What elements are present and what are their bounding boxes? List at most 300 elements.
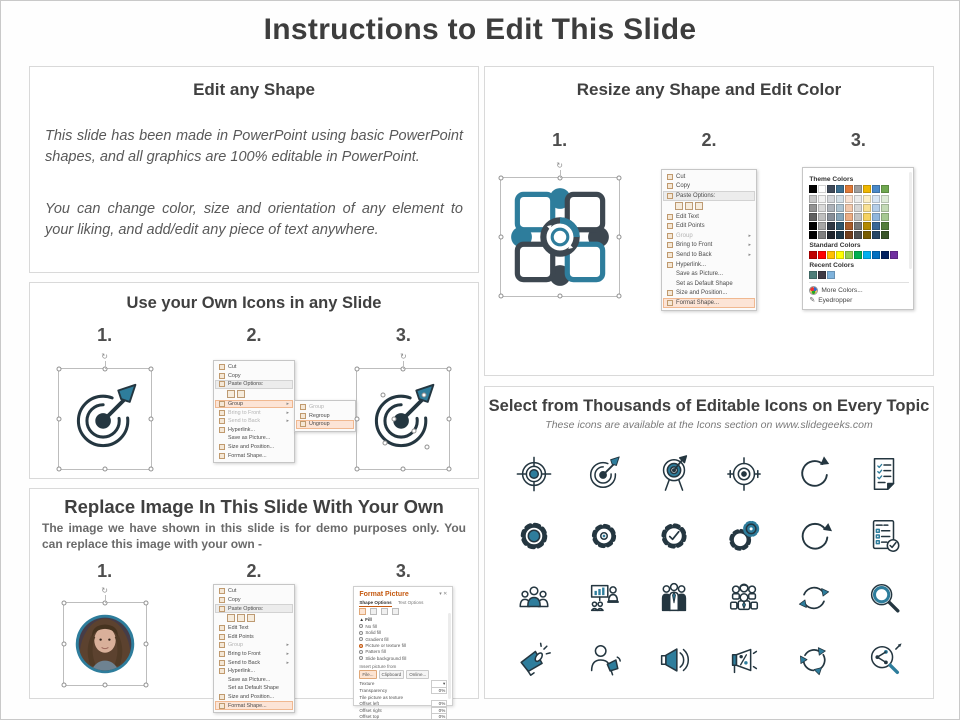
menu-item-set-as-default-shape[interactable]: [215, 684, 293, 693]
bring-to-front-icon: [667, 242, 673, 248]
paste-options-row: [663, 201, 755, 212]
menu-item-send-to-back[interactable]: [215, 658, 293, 667]
step-numbers: [30, 561, 478, 582]
recycle-arrows-icon[interactable]: [788, 634, 840, 686]
selection-handle[interactable]: [102, 683, 107, 688]
ungrouped-target-icon[interactable]: [356, 352, 450, 470]
step-1-label: 1.: [97, 561, 113, 582]
selection-handle[interactable]: [355, 467, 360, 472]
selection-handle[interactable]: [401, 467, 406, 472]
theme-tint-swatch[interactable]: [854, 195, 862, 203]
menu-item-label: Hyperlink...: [675, 261, 706, 268]
menu-item-format-shape[interactable]: [663, 298, 755, 308]
standard-colors-label: Standard Colors: [809, 242, 861, 249]
radio-icon: [359, 650, 363, 654]
theme-tint-swatch[interactable]: [863, 231, 871, 239]
selection-handle[interactable]: [148, 417, 153, 422]
resize-shape-title: Resize any Shape and Edit Color: [576, 80, 842, 99]
submenu-arrow-icon: ▸: [286, 409, 289, 416]
fill-option-slide-background-fill[interactable]: [359, 655, 447, 661]
eyedropper-icon: ✎: [809, 297, 816, 304]
menu-item-cut[interactable]: [215, 363, 293, 372]
submenu-item-label: Group: [308, 404, 324, 411]
standard-color-swatch[interactable]: [872, 251, 880, 259]
selection-handle[interactable]: [56, 467, 61, 472]
size-properties-icon[interactable]: [381, 608, 388, 615]
target-crosshair-icon[interactable]: [508, 448, 560, 500]
menu-item-copy[interactable]: [215, 372, 293, 381]
fill-option-label: Slide background fill: [365, 655, 407, 661]
selection-handle[interactable]: [56, 367, 61, 372]
paste-icon: [219, 381, 225, 387]
theme-color-swatch[interactable]: [818, 185, 826, 193]
menu-item-send-to-back[interactable]: [663, 250, 755, 260]
menu-item-size-and-position[interactable]: [215, 693, 293, 702]
gear-outline-icon[interactable]: [578, 510, 630, 562]
search-network-icon[interactable]: [858, 634, 910, 686]
panel-use-own-icons: [29, 282, 479, 479]
format-shape-icon: [219, 703, 225, 709]
menu-item-label: Group: [227, 642, 243, 649]
step-2-label: 2.: [246, 561, 262, 582]
menu-item-label: Copy: [227, 597, 241, 604]
menu-item-label: Size and Position...: [227, 694, 275, 701]
panel-replace-image: [29, 488, 479, 720]
menu-item-send-to-back[interactable]: [215, 417, 293, 426]
send-to-back-icon: [667, 252, 673, 258]
menu-item-label: Format Shape...: [227, 452, 267, 459]
tab-text-options[interactable]: Text Options: [397, 600, 424, 606]
fill-option-label: No fill: [365, 623, 377, 629]
menu-item-label: Send to Back: [675, 251, 712, 258]
menu-item-group[interactable]: [663, 231, 755, 241]
replace-image-subtitle: The image we have shown in this slide is for demo purposes only. You can replace this image with your own -: [42, 521, 466, 551]
radio-icon: [359, 656, 363, 660]
sync-arrows-icon[interactable]: [788, 572, 840, 624]
panel-select-icons: [484, 386, 934, 699]
menu-item-label: Format Shape...: [227, 702, 267, 709]
bring-to-front-icon: [219, 651, 225, 657]
menu-item-paste-options[interactable]: [215, 604, 293, 613]
fill-option-label: Solid fill: [365, 630, 382, 636]
submenu-item-label: Regroup: [308, 412, 330, 419]
paste-option-icon[interactable]: [227, 390, 235, 398]
select-icons-subtitle: These icons are available at the Icons section on www.slidegeeks.com: [545, 419, 873, 431]
theme-tint-swatch[interactable]: [881, 231, 889, 239]
theme-tint-swatch[interactable]: [863, 204, 871, 212]
theme-tint-swatch[interactable]: [845, 222, 853, 230]
effects-icon[interactable]: [370, 608, 377, 615]
menu-item-label: Hyperlink...: [227, 426, 255, 433]
field-value[interactable]: 0%: [431, 707, 447, 714]
megaphone-icon[interactable]: [508, 634, 560, 686]
paste-option-icon[interactable]: [237, 390, 245, 398]
theme-tint-swatch[interactable]: [836, 204, 844, 212]
theme-tint-swatch[interactable]: [881, 222, 889, 230]
megaphone-waves-icon[interactable]: [648, 634, 700, 686]
standard-colors-row: [809, 251, 909, 259]
menu-item-hyperlink[interactable]: [215, 667, 293, 676]
online-button[interactable]: Online...: [406, 670, 429, 679]
theme-tint-swatch[interactable]: [863, 222, 871, 230]
menu-item-copy[interactable]: [663, 182, 755, 192]
standard-color-swatch[interactable]: [854, 251, 862, 259]
selection-handle[interactable]: [143, 601, 148, 606]
selection-handle[interactable]: [61, 683, 66, 688]
selection-handle[interactable]: [148, 367, 153, 372]
sub-selection-handle[interactable]: [421, 393, 426, 398]
theme-color-swatch[interactable]: [827, 185, 835, 193]
gear-filled-icon[interactable]: [508, 510, 560, 562]
sub-selection-handle[interactable]: [381, 393, 386, 398]
submenu-item-regroup[interactable]: [296, 412, 354, 421]
selected-quad-shape[interactable]: [500, 161, 620, 297]
own-icons-title: Use your Own Icons in any Slide: [126, 294, 382, 312]
selection-handle[interactable]: [148, 467, 153, 472]
fill-line-icon[interactable]: [359, 608, 366, 615]
bring-to-front-icon: [219, 410, 225, 416]
checklist-document-icon[interactable]: [858, 448, 910, 500]
menu-item-label: Size and Position...: [227, 444, 275, 451]
rotation-handle-icon[interactable]: ↻: [101, 352, 109, 361]
size-position-icon: [667, 290, 673, 296]
menu-item-bring-to-front[interactable]: [215, 650, 293, 659]
menu-item-label: Cut: [227, 588, 237, 595]
rotation-handle-icon[interactable]: ↻: [556, 161, 564, 170]
group-icon: [667, 233, 673, 239]
format-picture-title: Format Picture: [359, 591, 409, 599]
submenu-arrow-icon: ▸: [286, 401, 289, 408]
menu-item-save-as-picture[interactable]: [215, 676, 293, 685]
group-icon: [219, 401, 225, 407]
menu-item-label: Hyperlink...: [227, 668, 255, 675]
eyedropper-item[interactable]: [809, 295, 909, 305]
menu-item-label: Set as Default Shape: [675, 280, 733, 287]
size-position-icon: [219, 694, 225, 700]
menu-item-hyperlink[interactable]: [215, 426, 293, 435]
menu-item-paste-options[interactable]: [215, 380, 293, 389]
theme-tint-swatch[interactable]: [845, 195, 853, 203]
gear-check-icon[interactable]: [648, 510, 700, 562]
menu-item-bring-to-front[interactable]: [663, 241, 755, 251]
theme-tint-swatch[interactable]: [854, 213, 862, 221]
context-menu-group: [213, 360, 330, 463]
field-value[interactable]: 0%: [431, 687, 447, 694]
color-wheel-icon: [809, 286, 818, 295]
menu-item-format-shape[interactable]: [215, 451, 293, 460]
rotation-handle-icon[interactable]: ↻: [399, 352, 407, 361]
picture-icon[interactable]: [392, 608, 399, 615]
magnifier-icon[interactable]: [858, 572, 910, 624]
fill-option-label: Picture or texture fill: [365, 643, 406, 649]
paste-icon: [219, 606, 225, 612]
step-3-label: 3.: [395, 325, 411, 345]
theme-tint-swatch[interactable]: [818, 213, 826, 221]
step-2-label: 2.: [246, 325, 262, 345]
selection-handle[interactable]: [616, 176, 621, 181]
selection-handle[interactable]: [56, 417, 61, 422]
context-menu-picture: [213, 584, 295, 713]
menu-item-label: Save as Picture...: [227, 435, 271, 442]
menu-item-save-as-picture[interactable]: [215, 434, 293, 443]
group-icon: [300, 404, 306, 410]
paste-option-icon[interactable]: [675, 202, 683, 210]
sub-selection-handle[interactable]: [425, 445, 430, 450]
format-shape-icon: [219, 453, 225, 459]
theme-tint-swatch[interactable]: [836, 213, 844, 221]
theme-tint-swatch[interactable]: [809, 231, 817, 239]
step-3-label: 3.: [850, 130, 866, 150]
theme-color-swatch[interactable]: [863, 185, 871, 193]
recent-color-swatch[interactable]: [809, 271, 817, 279]
selection-handle[interactable]: [143, 683, 148, 688]
menu-item-set-as-default-shape[interactable]: [663, 279, 755, 289]
theme-tint-swatch[interactable]: [872, 231, 880, 239]
dartboard-stand-icon[interactable]: [648, 448, 700, 500]
step-2-label: 2.: [701, 130, 717, 150]
submenu-item-ungroup[interactable]: [296, 420, 354, 429]
close-icon[interactable]: ▾ ✕: [439, 591, 448, 598]
copy-icon: [667, 183, 673, 189]
edit-points-icon: [219, 634, 225, 640]
menu-item-cut[interactable]: [663, 172, 755, 182]
quad-diagram-graphic: [508, 185, 612, 289]
theme-color-tints: [809, 195, 909, 239]
theme-tint-swatch[interactable]: [872, 195, 880, 203]
theme-tint-swatch[interactable]: [827, 222, 835, 230]
theme-tint-swatch[interactable]: [872, 222, 880, 230]
menu-item-size-and-position[interactable]: [215, 443, 293, 452]
clipboard-button[interactable]: Clipboard: [379, 670, 405, 679]
menu-item-label: Set as Default Shape: [227, 685, 279, 692]
menu-item-edit-points[interactable]: [215, 633, 293, 642]
selection-handle[interactable]: [616, 294, 621, 299]
hyperlink-icon: [667, 262, 673, 268]
theme-color-swatch[interactable]: [881, 185, 889, 193]
fill-section-header[interactable]: ▲ Fill: [359, 617, 372, 623]
theme-tint-swatch[interactable]: [863, 213, 871, 221]
theme-tint-swatch[interactable]: [827, 213, 835, 221]
theme-colors-label: Theme Colors: [809, 176, 854, 183]
selection-handle[interactable]: [498, 294, 503, 299]
paste-option-icon[interactable]: [685, 202, 693, 210]
theme-tint-swatch[interactable]: [845, 204, 853, 212]
standard-color-swatch[interactable]: [818, 251, 826, 259]
menu-item-label: Send to Back: [227, 418, 261, 425]
menu-item-label: Copy: [675, 183, 690, 190]
paste-option-icon[interactable]: [237, 614, 245, 622]
dart-target-icon[interactable]: [578, 448, 630, 500]
rotation-handle-icon[interactable]: ↻: [101, 586, 109, 596]
selection-handle[interactable]: [355, 417, 360, 422]
people-group-icon[interactable]: [648, 572, 700, 624]
theme-tint-swatch[interactable]: [827, 231, 835, 239]
theme-tint-swatch[interactable]: [818, 204, 826, 212]
menu-item-label: Edit Points: [227, 633, 254, 640]
portrait-photo: [66, 605, 144, 683]
submenu-arrow-icon: ▸: [286, 642, 289, 649]
theme-tint-swatch[interactable]: [845, 213, 853, 221]
field-value[interactable]: 0%: [431, 700, 447, 707]
theme-tint-swatch[interactable]: [818, 222, 826, 230]
theme-tint-swatch[interactable]: [809, 204, 817, 212]
theme-tint-swatch[interactable]: [827, 204, 835, 212]
theme-color-swatch[interactable]: [854, 185, 862, 193]
paste-icon: [667, 193, 673, 199]
selection-handle[interactable]: [557, 294, 562, 299]
theme-tint-swatch[interactable]: [836, 231, 844, 239]
audience-faces-icon[interactable]: [718, 572, 770, 624]
submenu-item-group[interactable]: [296, 403, 354, 412]
step-numbers: [30, 325, 478, 346]
sub-selection-handle[interactable]: [392, 417, 397, 422]
field-label: Offset top: [359, 714, 380, 720]
megaphone-promo-icon[interactable]: [718, 634, 770, 686]
menu-item-paste-options[interactable]: [663, 191, 755, 201]
standard-color-swatch[interactable]: [836, 251, 844, 259]
double-gears-icon[interactable]: [718, 510, 770, 562]
menu-item-label: Edit Points: [675, 223, 705, 230]
recent-color-swatch[interactable]: [827, 271, 835, 279]
theme-tint-swatch[interactable]: [872, 204, 880, 212]
scrollbar[interactable]: [448, 613, 451, 699]
person-announcement-icon[interactable]: [578, 634, 630, 686]
theme-tint-swatch[interactable]: [863, 195, 871, 203]
sub-selection-handle[interactable]: [412, 429, 417, 434]
selection-handle[interactable]: [447, 417, 452, 422]
edit-shape-paragraph-1: This slide has been made in PowerPoint using basic PowerPoint shapes, and all graphics are 100% editable in PowerPoint.: [45, 128, 463, 166]
selection-handle[interactable]: [61, 642, 66, 647]
regroup-icon: [300, 413, 306, 419]
theme-tint-swatch[interactable]: [818, 195, 826, 203]
paste-option-icon[interactable]: [247, 614, 255, 622]
field-value[interactable]: ▾: [431, 680, 447, 688]
standard-color-swatch[interactable]: [881, 251, 889, 259]
selection-handle[interactable]: [447, 367, 452, 372]
checklist-verified-icon[interactable]: [858, 510, 910, 562]
selection-handle[interactable]: [355, 367, 360, 372]
color-picker-flyout: [802, 167, 914, 310]
selected-portrait-image[interactable]: [63, 586, 147, 686]
recent-colors-row: [809, 271, 909, 279]
step-3-label: 3.: [395, 561, 411, 582]
scrollbar[interactable]: [909, 172, 912, 269]
menu-item-label: Edit Text: [227, 625, 249, 632]
theme-tint-swatch[interactable]: [836, 195, 844, 203]
field-value[interactable]: 0%: [431, 713, 447, 720]
selection-handle[interactable]: [143, 642, 148, 647]
submenu-arrow-icon: ▸: [286, 651, 289, 658]
context-menu-shape: [661, 169, 757, 311]
tab-shape-options[interactable]: Shape Options: [359, 600, 392, 606]
menu-item-label: Group: [227, 401, 243, 408]
bullseye-crosshair-icon[interactable]: [718, 448, 770, 500]
circular-arrow-icon[interactable]: [788, 510, 840, 562]
menu-item-group[interactable]: [215, 641, 293, 650]
standard-color-swatch[interactable]: [845, 251, 853, 259]
selection-handle[interactable]: [498, 176, 503, 181]
menu-item-label: Paste Options:: [227, 605, 264, 612]
theme-tint-swatch[interactable]: [809, 213, 817, 221]
send-to-back-icon: [219, 418, 225, 424]
menu-item-size-and-position[interactable]: [663, 289, 755, 299]
selection-handle[interactable]: [447, 467, 452, 472]
theme-color-swatch[interactable]: [809, 185, 817, 193]
theme-tint-swatch[interactable]: [845, 231, 853, 239]
theme-tint-swatch[interactable]: [854, 231, 862, 239]
theme-tint-swatch[interactable]: [881, 204, 889, 212]
theme-tint-swatch[interactable]: [881, 213, 889, 221]
theme-tint-swatch[interactable]: [809, 222, 817, 230]
radio-icon: [359, 631, 363, 635]
ungroup-icon: [300, 421, 306, 427]
edit-shape-paragraph-2: You can change color, size and orientation of any element to your liking, and add/edit any piece of text anywhere.: [45, 201, 463, 239]
theme-color-swatch[interactable]: [836, 185, 844, 193]
menu-item-edit-text[interactable]: [215, 624, 293, 633]
more-colors-item[interactable]: [809, 285, 909, 295]
refresh-arrow-icon[interactable]: [788, 448, 840, 500]
menu-item-format-shape[interactable]: [215, 701, 293, 710]
selection-handle[interactable]: [616, 235, 621, 240]
theme-tint-swatch[interactable]: [854, 222, 862, 230]
submenu-item-label: Ungroup: [308, 421, 330, 428]
theme-color-swatch[interactable]: [845, 185, 853, 193]
menu-item-cut[interactable]: [215, 587, 293, 596]
sub-selection-handle[interactable]: [382, 441, 387, 446]
page-title: Instructions to Edit This Slide: [263, 13, 697, 46]
field-label: Texture: [359, 681, 375, 687]
standard-color-swatch[interactable]: [863, 251, 871, 259]
menu-item-save-as-picture[interactable]: [663, 269, 755, 279]
format-picture-header: [359, 591, 447, 598]
theme-tint-swatch[interactable]: [881, 195, 889, 203]
menu-item-hyperlink[interactable]: [663, 260, 755, 270]
format-picture-pane: [353, 586, 453, 720]
selected-target-icon[interactable]: [58, 352, 152, 470]
theme-tint-swatch[interactable]: [818, 231, 826, 239]
eyedropper-label: Eyedropper: [818, 296, 853, 304]
menu-item-edit-text[interactable]: [663, 212, 755, 222]
selection-handle[interactable]: [61, 601, 66, 606]
recent-colors-label: Recent Colors: [809, 262, 855, 269]
paste-option-icon[interactable]: [227, 614, 235, 622]
menu-item-bring-to-front[interactable]: [215, 408, 293, 417]
presentation-meeting-icon[interactable]: [578, 572, 630, 624]
menu-item-label: Group: [675, 232, 693, 239]
menu-item-edit-points[interactable]: [663, 221, 755, 231]
selection-handle[interactable]: [498, 235, 503, 240]
theme-tint-swatch[interactable]: [854, 204, 862, 212]
standard-color-swatch[interactable]: [809, 251, 817, 259]
file-button[interactable]: File...: [359, 670, 376, 679]
menu-item-label: Save as Picture...: [675, 271, 724, 278]
theme-tint-swatch[interactable]: [872, 213, 880, 221]
theme-tint-swatch[interactable]: [836, 222, 844, 230]
selection-handle[interactable]: [102, 467, 107, 472]
paste-option-icon[interactable]: [695, 202, 703, 210]
team-group-icon[interactable]: [508, 572, 560, 624]
field-offset-top: [359, 714, 447, 720]
replace-image-title: Replace Image In This Slide With Your Own: [64, 496, 444, 517]
standard-color-swatch[interactable]: [890, 251, 898, 259]
standard-color-swatch[interactable]: [827, 251, 835, 259]
menu-item-group[interactable]: [215, 400, 293, 409]
theme-tint-swatch[interactable]: [809, 195, 817, 203]
recent-color-swatch[interactable]: [818, 271, 826, 279]
theme-tint-swatch[interactable]: [827, 195, 835, 203]
theme-color-swatch[interactable]: [872, 185, 880, 193]
menu-item-copy[interactable]: [215, 596, 293, 605]
